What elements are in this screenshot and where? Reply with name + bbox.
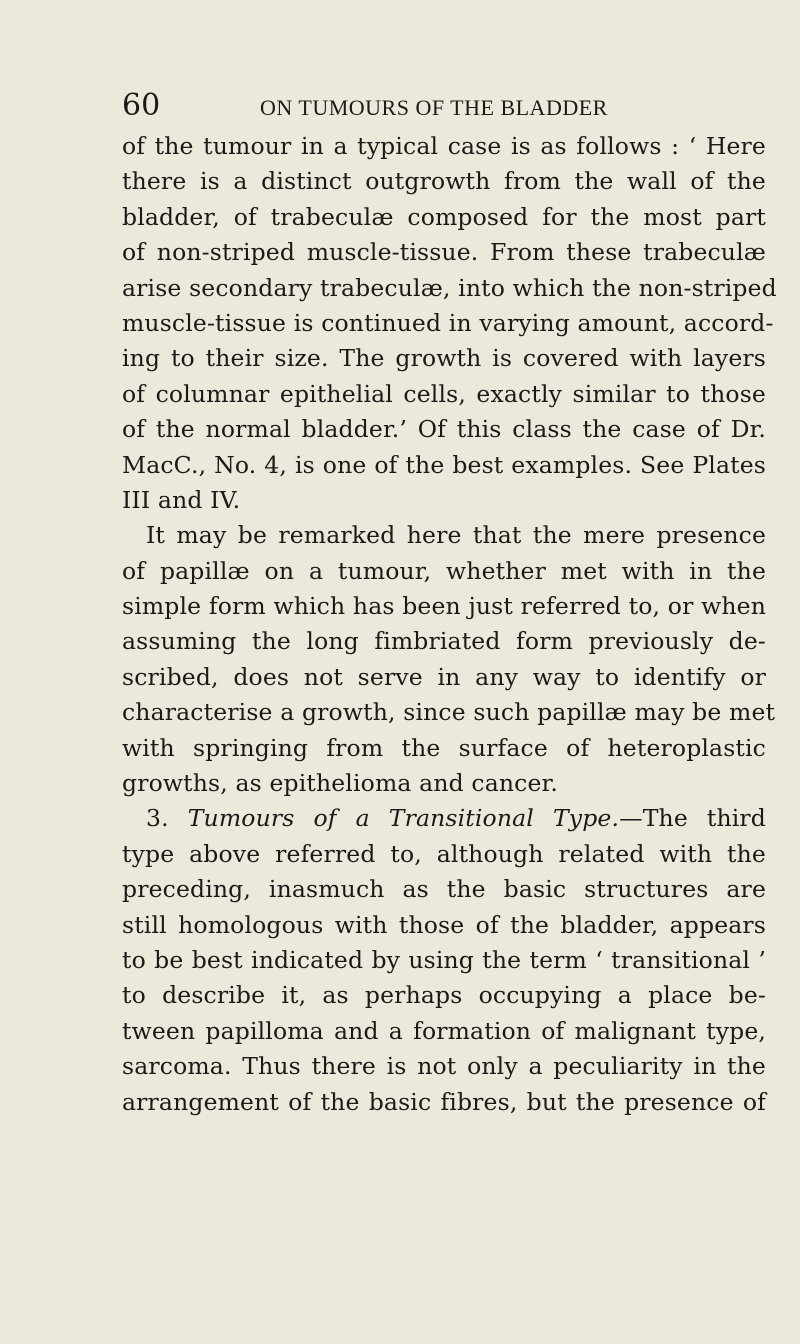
text-line: to describe it, as perhaps occupying a place be- <box>122 981 766 1010</box>
page-header <box>0 86 800 126</box>
section-heading-continuation: —The third <box>619 804 766 833</box>
text-line: III and IV. <box>122 485 241 514</box>
text-line: still homologous with those of the bladder, appears <box>122 910 766 939</box>
text-line: tween papilloma and a formation of malignant type, <box>122 1016 766 1045</box>
text-line: MacC., No. 4, is one of the best examples. See Plates <box>122 450 766 479</box>
text-line: of papillæ on a tumour, whether met with in the <box>122 556 766 585</box>
text-line: to be best indicated by using the term ‘ transitional ’ <box>122 945 766 974</box>
text-line: simple form which has been just referred to, or when <box>122 592 766 621</box>
text-line: sarcoma. Thus there is not only a peculiarity in the <box>122 1052 766 1081</box>
text-line: of non-striped muscle-tissue. From these trabeculæ <box>122 238 766 267</box>
text-line: arise secondary trabeculæ, into which the non-striped <box>122 273 777 302</box>
text-line: with springing from the surface of heteroplastic <box>122 733 766 762</box>
text-line: of columnar epithelial cells, exactly similar to those <box>122 379 766 408</box>
body-text <box>122 129 777 1120</box>
text-line: of the normal bladder.’ Of this class the case of Dr. <box>122 415 766 444</box>
section-number: 3. <box>146 804 169 833</box>
text-line: assuming the long fimbriated form previously de- <box>122 627 766 656</box>
section-heading: Tumours of a Transitional Type. <box>187 804 620 833</box>
text-line: muscle-tissue is continued in varying amount, accord- <box>122 308 774 337</box>
text-line: type above referred to, although related with the <box>122 839 766 868</box>
text-line: growths, as epithelioma and cancer. <box>122 769 558 798</box>
text-line: arrangement of the basic fibres, but the presence of <box>122 1087 766 1116</box>
text-line: there is a distinct outgrowth from the wall of the <box>122 167 766 196</box>
section-heading-line <box>122 801 766 836</box>
text-line: It may be remarked here that the mere presence <box>146 521 766 550</box>
running-head: ON TUMOURS OF THE BLADDER <box>260 95 608 120</box>
text-line: bladder, of trabeculæ composed for the most part <box>122 202 766 231</box>
text-line: characterise a growth, since such papillæ may be met <box>122 698 776 727</box>
text-line: of the tumour in a typical case is as follows : ‘ Here <box>122 132 766 160</box>
text-line: preceding, inasmuch as the basic structures are <box>122 875 766 904</box>
text-line: ing to their size. The growth is covered with layers <box>122 344 766 373</box>
text-line: scribed, does not serve in any way to identify or <box>122 662 766 691</box>
page-number: 60 <box>122 88 161 123</box>
